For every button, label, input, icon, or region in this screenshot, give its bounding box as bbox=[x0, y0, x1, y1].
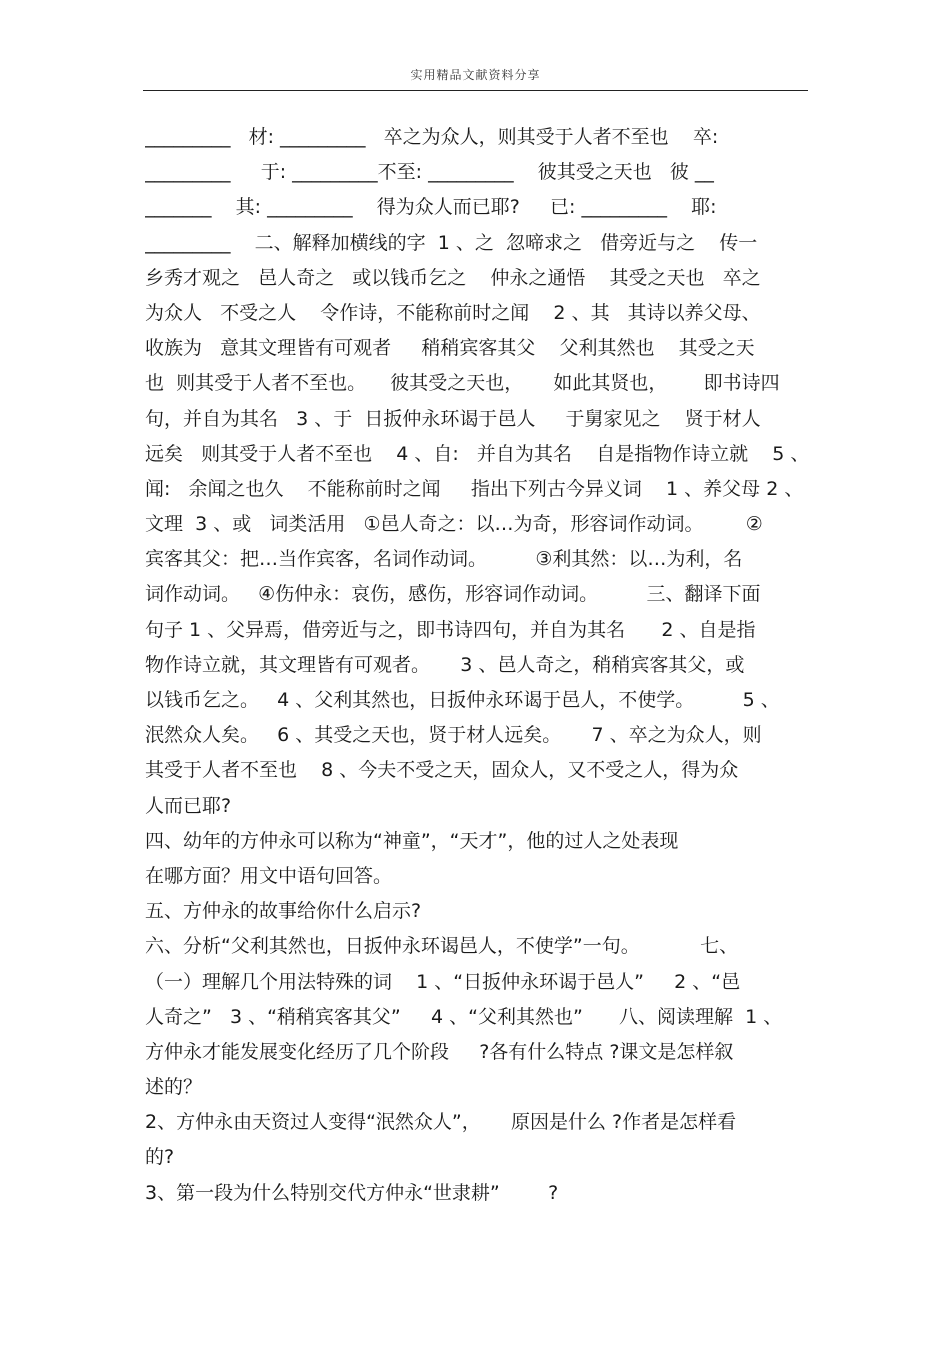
question-four-line: 在哪方面？用文中语句回答。 bbox=[145, 864, 393, 887]
reading-question-line: 2、方仲永由天资过人变得“泯然众人”， 原因是什么 ?作者是怎样看 bbox=[145, 1111, 737, 1134]
body-line: 句，并自为其名 3 、于 日扳仲永环谒于邑人 于舅家见之 贤于材人 bbox=[145, 407, 761, 430]
body-line: _________ 材: _________ 卒之为众人，则其受于人者不至也 卒: bbox=[145, 126, 719, 148]
body-line: 人而已耶? bbox=[145, 794, 232, 817]
body-line: _________ 于: _________不至: _________ 彼其受之天也 彼 __ bbox=[145, 161, 714, 184]
body-line: 句子 1 、父异焉，借旁近与之，即书诗四句，并自为其名 2 、自是指 bbox=[145, 618, 756, 641]
body-line: 物作诗立就，其文理皆有可观者。 3 、邑人奇之，稍稍宾客其父，或 bbox=[145, 653, 745, 676]
body-line: 文理 3 、或 词类活用 ①邑人奇之：以…为奇，形容词作动词。 ② bbox=[145, 513, 763, 536]
question-four-line: 四、幼年的方仲永可以称为“神童”，“天才”，他的过人之处表现 bbox=[145, 829, 679, 852]
reading-question-line: 3、第一段为什么特别交代方仲永“世隶耕” ? bbox=[145, 1181, 559, 1204]
document-body bbox=[145, 120, 815, 1211]
body-line: 为众人 不受之人 令作诗，不能称前时之闻 2 、其 其诗以养父母、 bbox=[145, 301, 761, 324]
body-line: 收族为 意其文理皆有可观者 稍稍宾客其父 父利其然也 其受之天 bbox=[145, 337, 755, 360]
reading-question-line: 述的？ bbox=[145, 1076, 203, 1099]
body-line: 宾客其父：把…当作宾客，名词作动词。 ③利其然：以…为利，名 bbox=[145, 548, 743, 571]
body-line: 词作动词。 ④伤仲永：哀伤，感伤，形容词作动词。 三、翻译下面 bbox=[145, 583, 761, 606]
body-line: _________ 二、解释加横线的字 1 、之 忽啼求之 借旁近与之 传一 bbox=[145, 231, 758, 254]
reading-question-line: 方仲永才能发展变化经历了几个阶段 ?各有什么特点 ?课文是怎样叙 bbox=[145, 1040, 734, 1063]
reading-question-line: 的? bbox=[145, 1146, 175, 1169]
body-line: 也 则其受于人者不至也。 彼其受之天也， 如此其贤也， 即书诗四 bbox=[145, 372, 780, 395]
section-seven-line: 人奇之” 3 、“稍稍宾客其父” 4 、“父利其然也” 八、阅读理解 1 、 bbox=[145, 1005, 783, 1028]
question-five: 五、方仲永的故事给你什么启示? bbox=[145, 900, 422, 923]
header-divider bbox=[143, 90, 808, 91]
body-line: 其受于人者不至也 8 、今夫不受之天，固众人，又不受之人，得为众 bbox=[145, 759, 739, 782]
body-line: 闻: 余闻之也久 不能称前时之闻 指出下列古今异义词 1 、养父母 2 、 bbox=[145, 477, 804, 500]
question-six-line: 六、分析“父利其然也，日扳仲永环谒邑人，不使学”一句。 七、 bbox=[145, 935, 739, 958]
body-line: _______ 其: _________ 得为众人而已耶? 已: _________ 耶: bbox=[145, 196, 717, 219]
body-line: 远矣 则其受于人者不至也 4 、自: 并自为其名 自是指物作诗立就 5 、 bbox=[145, 442, 810, 465]
body-line: 泯然众人矣。 6 、其受之天也，贤于材人远矣。 7 、卒之为众人，则 bbox=[145, 724, 762, 747]
body-line: 以钱币乞之。 4 、父利其然也，日扳仲永环谒于邑人，不使学。 5 、 bbox=[145, 689, 780, 711]
body-line: 乡秀才观之 邑人奇之 或以钱币乞之 仲永之通悟 其受之天也 卒之 bbox=[145, 266, 761, 289]
section-seven-line: （一）理解几个用法特殊的词 1 、“日扳仲永环谒于邑人” 2 、“邑 bbox=[145, 970, 741, 993]
page-header: 实用精品文献资料分享 bbox=[410, 68, 541, 82]
